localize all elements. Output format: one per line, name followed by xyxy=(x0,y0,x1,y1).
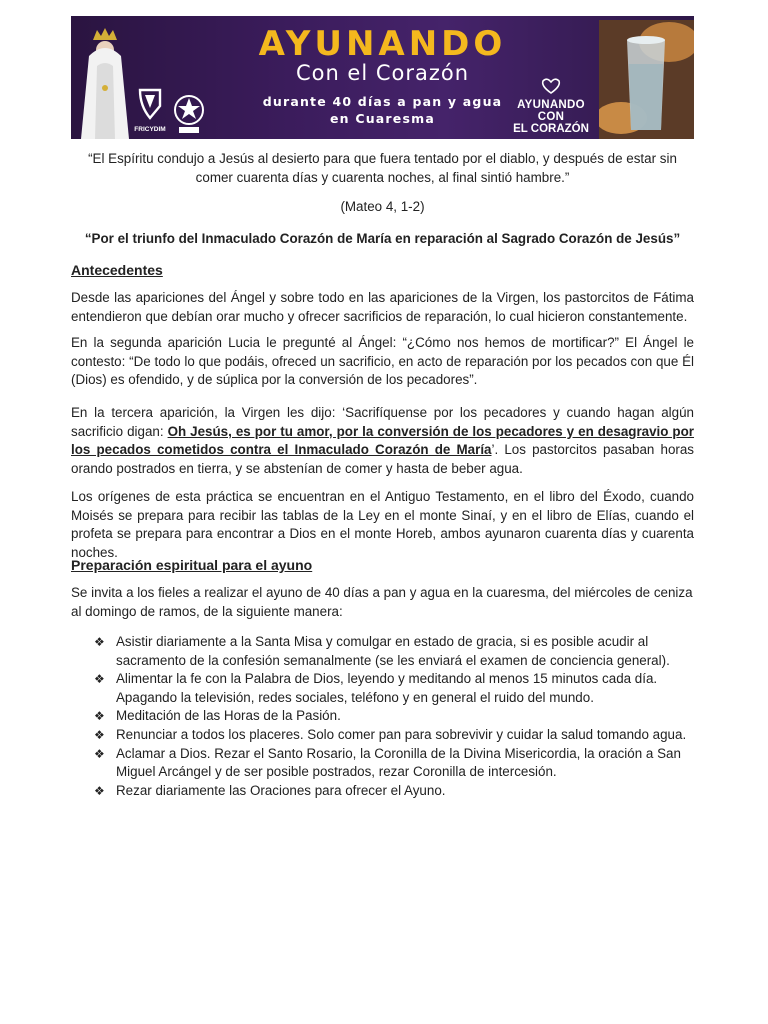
list-item: ❖ Aclamar a Dios. Rezar el Santo Rosario, la Coronilla de la Divina Misericordia, la oración a San Miguel Arcángel y de ser posible postrados, rezar Coronilla de intercesión. xyxy=(94,745,681,780)
section-heading-antecedentes: Antecedentes xyxy=(71,262,163,278)
fricydim-label: FRICYDIM xyxy=(134,126,166,133)
banner-title: AYUNANDO xyxy=(258,24,507,64)
header-banner xyxy=(71,16,694,139)
list-item: ❖ Alimentar la fe con la Palabra de Dios, leyendo y meditando al menos 15 minutos cada día. Apagando la televisión, redes sociales, teléfono y en general el ruido del mundo. xyxy=(94,671,658,705)
banner-subtitle: Con el Corazón xyxy=(295,61,470,85)
list-item: ❖ Rezar diariamente las Oraciones para ofrecer el Ayuno. xyxy=(71,782,694,801)
paragraph-3-start: En la tercera aparición, la Virgen les dijo: ‘Sacrifíquense por los pecadores y cuando hagan algún sacrificio digan: xyxy=(71,405,694,439)
bible-reference: (Mateo 4, 1-2) xyxy=(340,199,425,214)
list-item: ❖ Meditación de las Horas de la Pasión. xyxy=(71,707,694,726)
paragraph-3-end: ’. Los pastorcitos pasaban horas orando postrados en tierra, y se abstenían de comer y hasta de beber agua. xyxy=(71,442,694,476)
paragraph-3 xyxy=(71,404,694,478)
bullet-diamond-icon: ❖ xyxy=(94,727,105,742)
ayunando-logo xyxy=(503,78,599,135)
ayunando-logo-line2: EL CORAZÓN xyxy=(513,123,589,135)
list-item: ❖ Asistir diariamente a la Santa Misa y comulgar en estado de gracia, si es posible acudir al sacramento de la confesión semanalmente (se les enviará el examen de conciencia general). xyxy=(94,634,670,668)
bread-and-water-image xyxy=(599,20,694,139)
bullet-diamond-icon: ❖ xyxy=(94,635,105,649)
paragraph-2: En la segunda aparición Lucia le pregunté al Ángel: “¿Cómo nos hemos de mortificar?” El Ángel le contesto: “De todo lo que podáis, ofreced un sacrificio, en acto de reparación por los pecados con que Él (Dios) es ofendido, y de súplica por la conversión de los pecadores”. xyxy=(71,335,694,388)
bullet-diamond-icon: ❖ xyxy=(94,672,105,687)
section-heading-preparacion: Preparación espiritual para el ayuno xyxy=(71,557,313,573)
bible-quote: “El Espíritu condujo a Jesús al desierto para que fuera tentado por el diablo, y después de estar sin comer cuarenta días y cuarenta noches, al final sintió hambre.” xyxy=(88,151,677,185)
paragraph-4: Los orígenes de esta práctica se encuentran en el Antiguo Testamento, en el libro del Éxodo, cuando Moisés se prepara para recibir las tablas de la Ley en el monte Sinaí, y en el libro de Elías, cuando el profeta se prepara para encontrar a Dios en el monte Horeb, ambos ayunaron cuarenta días y cuarenta noches. xyxy=(71,489,694,560)
bullet-diamond-icon: ❖ xyxy=(94,709,105,724)
preparacion-list xyxy=(71,633,694,800)
list-item: ❖ Renunciar a todos los placeres. Solo comer pan para sobrevivir y cuidar la salud tomando agua. xyxy=(71,726,694,745)
ayunando-logo-line1: AYUNANDO CON xyxy=(517,99,585,123)
heart-shield-icon xyxy=(540,78,562,94)
banner-tagline-2: en Cuaresma xyxy=(330,111,435,126)
banner-tagline-1: durante 40 días a pan y agua xyxy=(262,94,503,109)
paragraph-1: Desde las apariciones del Ángel y sobre todo en las apariciones de la Virgen, los pastorcitos de Fátima entendieron que debían orar mucho y ofrecer sacrificios de reparación, lo cual hicieron constantemente. xyxy=(71,290,694,324)
bullet-diamond-icon: ❖ xyxy=(94,783,105,798)
paragraph-3-prayer: Oh Jesús, es por tu amor, por la conversión de los pecadores y en desagravio por los pecados cometidos contra el Inmaculado Corazón de María xyxy=(71,423,695,458)
dedication: “Por el triunfo del Inmaculado Corazón de María en reparación al Sagrado Corazón de Jesús” xyxy=(84,231,681,246)
preparacion-intro: Se invita a los fieles a realizar el ayuno de 40 días a pan y agua en la cuaresma, del miércoles de ceniza al domingo de ramos, de la siguiente manera: xyxy=(71,585,693,619)
bullet-diamond-icon: ❖ xyxy=(94,746,105,761)
